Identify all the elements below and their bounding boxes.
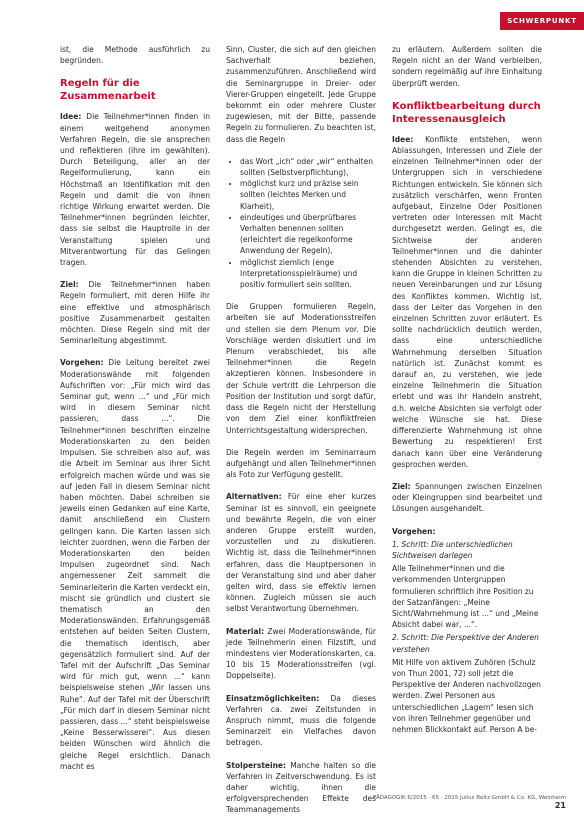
paragraph: Idee: Die Teilnehmer*innen finden in einem weitgehend anonymen Verfahren Regeln, die sie ansprechen und reflektieren (ihre im gewählten). Durch Beteiligung, aller an der Regelformulierung, kann ein Höchstmaß an Identifikation mit den Regeln und damit die von ihnen richtige Wirkung erwartet werden. Die Teilnehmer*innen begründen leichter, dass sie selbst die Hauptrolle in der Veranstaltung spielen und Mitverantwortung für das Gelingen tragen. (60, 112, 210, 268)
paragraph: ist, die Methode ausführlich zu begründen. (60, 45, 210, 66)
paragraph: Die Regeln werden im Seminarraum aufgehängt und allen Teilnehmer*innen als Foto zur Verfügung gestellt. (226, 447, 376, 480)
column-3 (392, 44, 542, 746)
page-number: 21 (554, 801, 566, 810)
footer-credit: PÄDAGOGIK 6/2015 · 65 · 2015 Julius Beltz GmbH & Co. KG, Weinheim (373, 795, 566, 801)
paragraph: Alternativen: Für eine eher kurzes Seminar ist es sinnvoll, ein geeignete und bewährte Regeln, die von einer anderen Gruppe erstellt wurden, vorzustellen und zu diskutieren. Wichtig ist, dass die Teilnehmer*innen erfahren, dass die Hauptpersonen in der Veranstaltung sind und aber daher gelten wird, dass sie effektiv lernen können. Zugleich müssen sie auch selbst Verantwortung übernehmen. (226, 492, 376, 614)
page-footer (360, 795, 566, 810)
list-item: • das Wort „ich“ oder „wir“ enthalten sollten (Selbstverpflichtung), (240, 156, 376, 178)
paragraph: Sinn, Cluster, die sich auf den gleichen Sachverhalt beziehen, zusammenzuführen. Anschließend wird die Seminargruppe in Dreier- oder Vierer-Gruppen eingeteilt. Jede Gruppe bekommt ein oder mehrere Cluster zugewiesen, mit der Bitte, passende Regeln zu formulieren. Zu beachten ist, dass die Regeln (226, 45, 376, 144)
step-text: Mit Hilfe von aktivem Zuhören (Schulz von Thun 2001, 72) soll jetzt die Perspektive der Anderen nachvollzogen werden. Zwei Personen aus unterschiedlichen „Lagern“ lesen sich von ihren Teilnehmer gegenüber und nehmen Blickkontakt auf. Person A be- (392, 657, 541, 734)
column-2 (226, 44, 376, 827)
label: Vorgehen: (392, 526, 436, 536)
paragraph: Vorgehen: Die Leitung bereitet zwei Moderationswände mit folgenden Aufschriften vor: „Für mich wird das Seminar gut, wenn ...“ und „Für mich wird in diesem Seminar nicht passieren, dass ...“. Die Teilnehmer*innen beschriften einzelne Moderationskarten zu den beiden Impulsen. Sie schreiben also auf, was die Arbeit im Seminar aus ihrer Sicht erfolgreich machen würde und was sie auf jeden Fall in diesem Seminar nicht haben möchten. Dabei schreiben sie jeweils einen Gedanken auf eine Karte, damit anschließend ein Clustern gelingen kann. Die Karten lassen sich leichter zuordnen, wenn die Farben der Moderationskarten den beiden Impulsen zugeordnet sind. Nach angemessener Zeit sammelt die Seminarleiterin die Karten verdeckt ein, mischt sie gründlich und clustert sie thematisch an den Moderationswänden. Erfahrungsgemäß entstehen auf beiden Seiten Clustern, die thematisch identisch, aber gegensätzlich formuliert sind. Auf der Tafel mit der Aufschrift „Das Seminar wird für mich gut, wenn ...“ kann beispielsweise stehen „Wir lassen uns Ruhe“. Auf der Tafel mit der Überschrift „Für mich darf in diesem Seminar nicht passieren, dass ...“ steht beispielsweise „Keine Besserwisserei“. Aus diesen beiden Wünschen wird ähnlich die gleiche Regel ersichtlich. Danach macht es (60, 358, 210, 771)
list-item: • möglichst ziemlich (enge Interpretationsspielräume) und positiv formuliert sein sollten. (240, 257, 376, 291)
paragraph: Material: Zwei Moderationswände, für jede Teilnehmerin einen Filzstift, und mindestens vier Moderationskarten, ca. 10 bis 15 Moderationsstreifen (vgl. Doppelseite). (226, 626, 376, 681)
steps-list (392, 526, 542, 736)
paragraph: Einsatzmöglichkeiten: Da dieses Verfahren ca. zwei Zeitstunden in Anspruch nimmt, muss die folgende Seminarzeit ein Vielfaches davon betragen. (226, 693, 376, 748)
paragraph: Stolpersteine: Manche halten so die Verfahren in Zeitverschwendung. Es ist daher wichtig, ihnen die erfolgversprechenden Effekte des Teammanagements (226, 760, 376, 815)
paragraph: zu erläutern. Außerdem sollten die Regeln nicht an der Wand verbleiben, sondern regelmäßig auf ihre Einhaltung überprüft werden. (392, 45, 542, 88)
list-item: • eindeutiges und überprüfbares Verhalten benennen sollten (erleichtert die regelkonforme Anwendung der Regeln), (240, 212, 376, 257)
paragraph: Ziel: Die Teilnehmer*innen haben Regeln formuliert, mit deren Hilfe ihr eine effektive und atmosphärisch positive Zusammenarbeit gestalten möchten. Diese Regeln sind mit der Seminarleitung abgestimmt. (60, 280, 210, 346)
paragraph: Ziel: Spannungen zwischen Einzelnen oder Kleingruppen sind bearbeitet und Lösungen ausgehandelt. (392, 481, 542, 514)
step-title: 2. Schritt: Die Perspektive der Anderen verstehen (392, 633, 539, 654)
heading: Konfliktbearbeitung durch Interessenausgleich (392, 100, 541, 125)
paragraph: Idee: Konflikte entstehen, wenn Ablassungen, Interessen und Ziele der einzelnen Teilnehmer*innen oder der Untergruppen sich in verschiedene Richtungen entwickeln. Sie können sich zusätzlich verschärfen, wenn Fronten aufgebaut, Einzelne Oder Positionen vertreten oder Interessen mit Macht durchgesetzt werden. Gelingt es, die Sichtweise der anderen Teilnehmer*innen und die dahinter stehenden Absichten zu verstehen, kann die Gruppe in kleinen Schritten zu neuen Vereinbarungen und zur Lösung des Konfliktes kommen. Wichtig ist, dass der Leiter das Vorgehen in den einzelnen Schritten zuvor erläutert. Es sollte nachdrücklich deutlich werden, dass eine unterschiedliche Wahrnehmung derselben Situation natürlich ist. Zunächst kommt es darauf an, zu verstehen, wie jede einzelne Teilnehmerin die Situation erlebt und was ihr Handeln anstreht, d.h. welche Absichten sie verfolgt oder welche Wünsche sie hat. Diese differenzierte Wahrnehmung ist ohne Bewertung zu respektieren! Erst danach kann über eine Veränderung gesprochen werden. (392, 134, 542, 469)
list-item: • möglichst kurz und präzise sein sollten (leichtes Merken und Klarheit), (240, 178, 376, 212)
section-tab: SCHWERPUNKT (500, 12, 584, 30)
paragraph: Die Gruppen formulieren Regeln, arbeiten sie auf Moderationsstreifen und stellen sie dem Plenum vor. Die Vorschläge werden diskutiert und im Plenum verabschiedet, bis alle Teilnehmer*innen die Regeln akzeptieren können. Insbesondere in der Schule vertritt die Lehrperson die Position der Institution und sorgt dafür, dass die Regeln nicht der Herstellung von dem Ziel einer konfliktfreien Unterrichtsgestaltung widersprechen. (226, 302, 376, 435)
column-1 (60, 44, 210, 783)
bullet-list (226, 156, 376, 290)
step-title: 1. Schritt: Die unterschiedlichen Sichtweisen darlegen (392, 539, 513, 560)
heading: Regeln für die Zusammenarbeit (60, 78, 156, 103)
step-text: Alle Teilnehmer*innen und die verkommenden Untergruppen formulieren schriftlich ihre Position zu der Satzanfängen: „Meine Sicht/Wahrnehmung ist ...“ und „Meine Absicht dabei war, ...“. (392, 564, 539, 630)
